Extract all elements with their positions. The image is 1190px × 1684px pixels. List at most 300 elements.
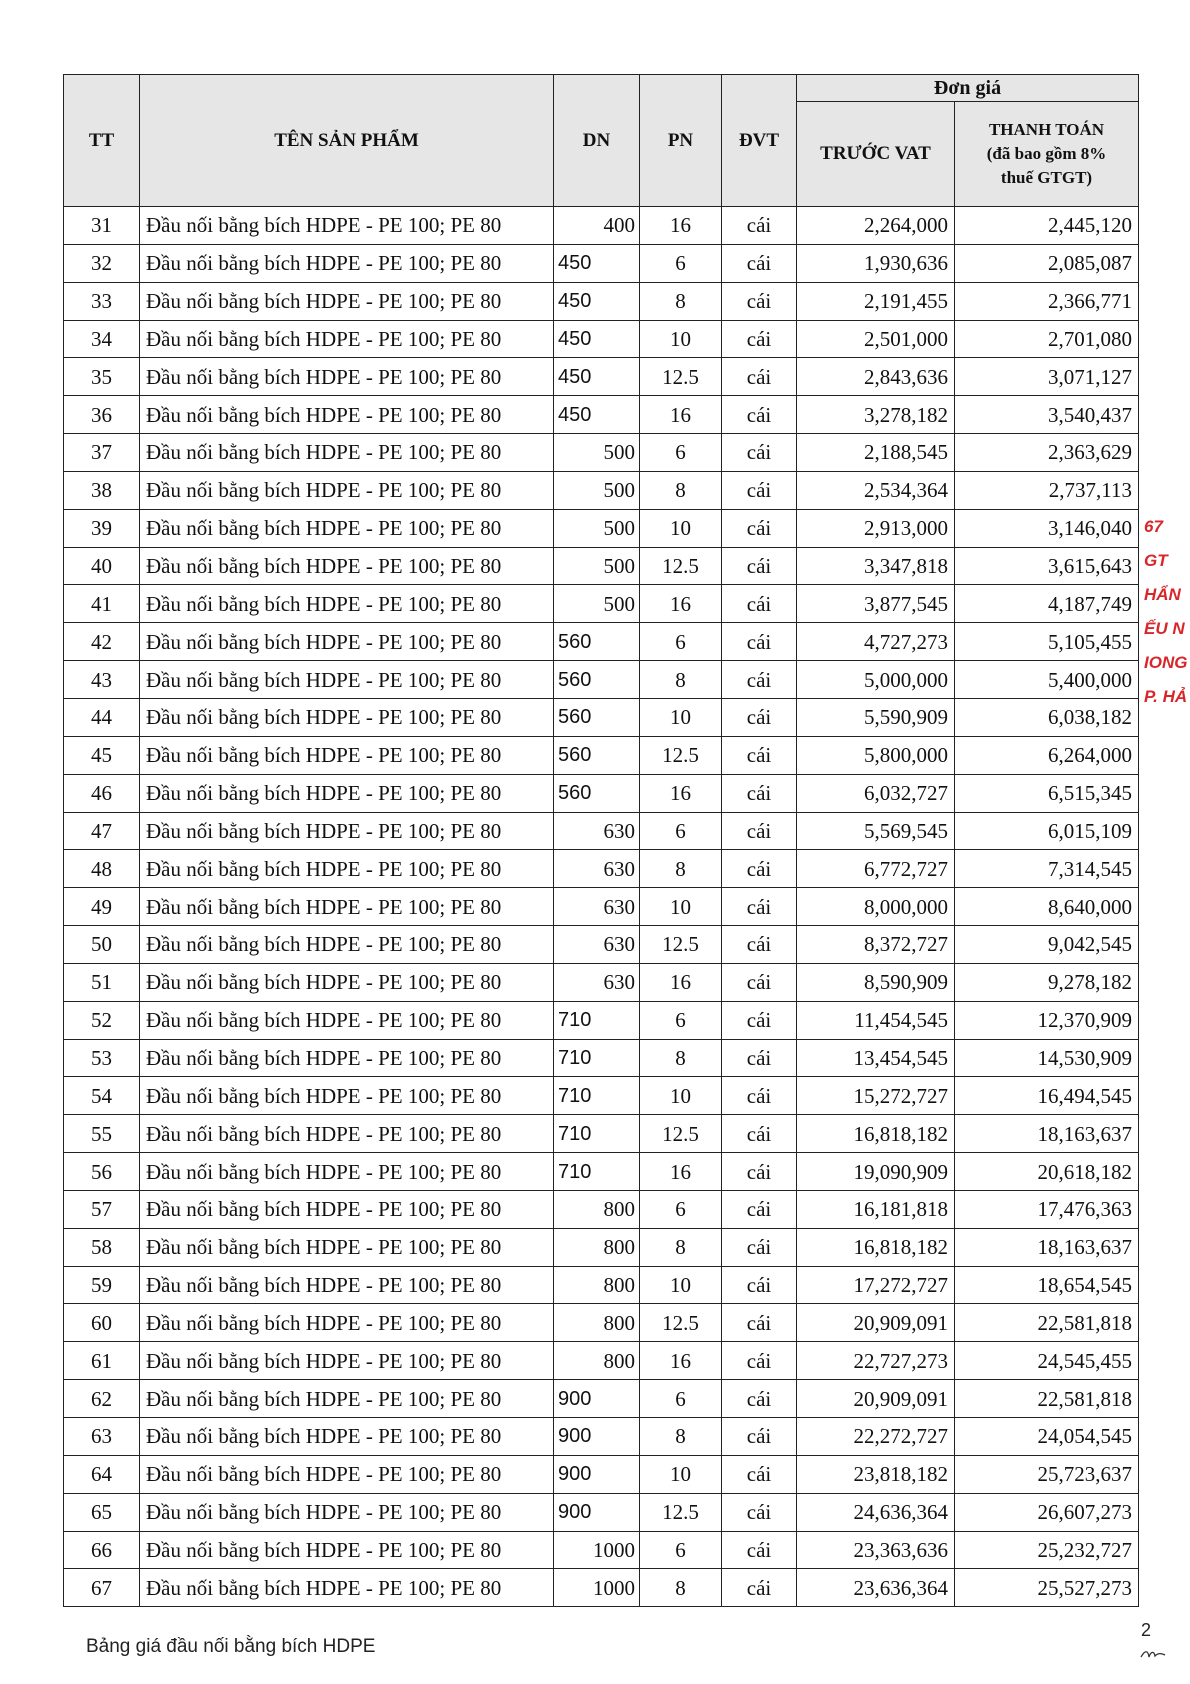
cell-pn: 12.5 <box>640 547 722 585</box>
cell-product-name: Đầu nối bằng bích HDPE - PE 100; PE 80 <box>140 358 554 396</box>
cell-dvt: cái <box>722 396 797 434</box>
cell-product-name: Đầu nối bằng bích HDPE - PE 100; PE 80 <box>140 585 554 623</box>
cell-dvt: cái <box>722 1153 797 1191</box>
cell-pn: 6 <box>640 1001 722 1039</box>
cell-dn: 900 <box>554 1380 640 1418</box>
cell-product-name: Đầu nối bằng bích HDPE - PE 100; PE 80 <box>140 1153 554 1191</box>
cell-pn: 16 <box>640 1342 722 1380</box>
table-row <box>64 1418 1139 1456</box>
cell-dvt: cái <box>722 888 797 926</box>
cell-dvt: cái <box>722 1077 797 1115</box>
cell-price-total: 5,105,455 <box>955 623 1139 661</box>
cell-dvt: cái <box>722 282 797 320</box>
cell-price-total: 2,366,771 <box>955 282 1139 320</box>
cell-product-name: Đầu nối bằng bích HDPE - PE 100; PE 80 <box>140 850 554 888</box>
cell-price-before-vat: 5,800,000 <box>797 736 955 774</box>
header-total-line-1: THANH TOÁN <box>988 120 1105 139</box>
cell-pn: 8 <box>640 1039 722 1077</box>
cell-tt: 43 <box>64 661 140 699</box>
table-row <box>64 1077 1139 1115</box>
cell-dn: 800 <box>554 1190 640 1228</box>
cell-tt: 55 <box>64 1115 140 1153</box>
cell-dn: 800 <box>554 1304 640 1342</box>
cell-tt: 66 <box>64 1531 140 1569</box>
cell-product-name: Đầu nối bằng bích HDPE - PE 100; PE 80 <box>140 471 554 509</box>
stamp-text-fragment: IONG <box>1144 653 1188 672</box>
table-row <box>64 1455 1139 1493</box>
red-stamp-fragment <box>1144 510 1190 725</box>
table-row <box>64 736 1139 774</box>
cell-product-name: Đầu nối bằng bích HDPE - PE 100; PE 80 <box>140 1190 554 1228</box>
table-row <box>64 1190 1139 1228</box>
cell-dn: 560 <box>554 736 640 774</box>
cell-price-total: 6,264,000 <box>955 736 1139 774</box>
cell-dn: 560 <box>554 623 640 661</box>
cell-price-total: 2,363,629 <box>955 434 1139 472</box>
cell-dvt: cái <box>722 1266 797 1304</box>
table-row <box>64 1266 1139 1304</box>
table-row <box>64 396 1139 434</box>
cell-product-name: Đầu nối bằng bích HDPE - PE 100; PE 80 <box>140 244 554 282</box>
cell-tt: 67 <box>64 1569 140 1607</box>
cell-dvt: cái <box>722 1304 797 1342</box>
cell-price-total: 2,701,080 <box>955 320 1139 358</box>
table-row <box>64 585 1139 623</box>
cell-price-total: 3,540,437 <box>955 396 1139 434</box>
cell-dn: 1000 <box>554 1531 640 1569</box>
cell-tt: 35 <box>64 358 140 396</box>
cell-product-name: Đầu nối bằng bích HDPE - PE 100; PE 80 <box>140 1569 554 1607</box>
cell-tt: 50 <box>64 926 140 964</box>
cell-dn: 710 <box>554 1153 640 1191</box>
cell-tt: 47 <box>64 812 140 850</box>
cell-price-before-vat: 13,454,545 <box>797 1039 955 1077</box>
cell-tt: 40 <box>64 547 140 585</box>
page-number: 2 <box>1141 1620 1152 1640</box>
cell-product-name: Đầu nối bằng bích HDPE - PE 100; PE 80 <box>140 1455 554 1493</box>
cell-pn: 10 <box>640 698 722 736</box>
cell-price-before-vat: 23,636,364 <box>797 1569 955 1607</box>
cell-price-total: 6,038,182 <box>955 698 1139 736</box>
cell-price-total: 26,607,273 <box>955 1493 1139 1531</box>
cell-pn: 10 <box>640 1077 722 1115</box>
price-table <box>63 74 1139 1607</box>
header-total-line-2: (đã bao gồm 8% <box>986 144 1107 163</box>
cell-dvt: cái <box>722 244 797 282</box>
cell-tt: 33 <box>64 282 140 320</box>
cell-price-total: 5,400,000 <box>955 661 1139 699</box>
cell-dvt: cái <box>722 1228 797 1266</box>
cell-price-before-vat: 8,590,909 <box>797 963 955 1001</box>
cell-pn: 8 <box>640 1228 722 1266</box>
cell-tt: 62 <box>64 1380 140 1418</box>
cell-dvt: cái <box>722 1190 797 1228</box>
table-row <box>64 282 1139 320</box>
cell-dn: 630 <box>554 850 640 888</box>
cell-dvt: cái <box>722 1039 797 1077</box>
cell-dvt: cái <box>722 358 797 396</box>
cell-tt: 46 <box>64 774 140 812</box>
cell-dvt: cái <box>722 1531 797 1569</box>
cell-dn: 800 <box>554 1228 640 1266</box>
table-row <box>64 698 1139 736</box>
header-product-name: TÊN SẢN PHẨM <box>140 75 554 207</box>
cell-price-before-vat: 5,000,000 <box>797 661 955 699</box>
cell-pn: 10 <box>640 509 722 547</box>
cell-dvt: cái <box>722 812 797 850</box>
header-pn: PN <box>640 75 722 207</box>
cell-dn: 450 <box>554 282 640 320</box>
cell-dvt: cái <box>722 1115 797 1153</box>
cell-product-name: Đầu nối bằng bích HDPE - PE 100; PE 80 <box>140 509 554 547</box>
stamp-text-fragment: HẨN <box>1144 585 1181 604</box>
cell-price-total: 9,278,182 <box>955 963 1139 1001</box>
cell-price-before-vat: 3,347,818 <box>797 547 955 585</box>
stamp-text-fragment: ẾU N <box>1144 619 1185 638</box>
cell-tt: 63 <box>64 1418 140 1456</box>
cell-product-name: Đầu nối bằng bích HDPE - PE 100; PE 80 <box>140 1001 554 1039</box>
cell-dn: 500 <box>554 547 640 585</box>
cell-price-before-vat: 22,272,727 <box>797 1418 955 1456</box>
cell-dn: 630 <box>554 888 640 926</box>
cell-price-total: 3,071,127 <box>955 358 1139 396</box>
cell-dvt: cái <box>722 926 797 964</box>
cell-tt: 37 <box>64 434 140 472</box>
cell-product-name: Đầu nối bằng bích HDPE - PE 100; PE 80 <box>140 812 554 850</box>
cell-pn: 12.5 <box>640 1493 722 1531</box>
cell-dn: 800 <box>554 1266 640 1304</box>
table-row <box>64 1001 1139 1039</box>
cell-dn: 400 <box>554 207 640 245</box>
header-dn: DN <box>554 75 640 207</box>
cell-product-name: Đầu nối bằng bích HDPE - PE 100; PE 80 <box>140 1266 554 1304</box>
cell-dvt: cái <box>722 320 797 358</box>
cell-price-before-vat: 23,818,182 <box>797 1455 955 1493</box>
table-row <box>64 547 1139 585</box>
cell-dvt: cái <box>722 547 797 585</box>
table-row <box>64 434 1139 472</box>
header-before-vat: TRƯỚC VAT <box>797 102 955 207</box>
table-row <box>64 1493 1139 1531</box>
table-row <box>64 1380 1139 1418</box>
cell-pn: 12.5 <box>640 926 722 964</box>
cell-price-before-vat: 6,032,727 <box>797 774 955 812</box>
cell-dvt: cái <box>722 850 797 888</box>
cell-price-total: 2,445,120 <box>955 207 1139 245</box>
cell-price-total: 20,618,182 <box>955 1153 1139 1191</box>
table-row <box>64 926 1139 964</box>
cell-dvt: cái <box>722 1569 797 1607</box>
cell-price-total: 3,146,040 <box>955 509 1139 547</box>
table-row <box>64 358 1139 396</box>
table-row <box>64 850 1139 888</box>
cell-price-before-vat: 23,363,636 <box>797 1531 955 1569</box>
cell-product-name: Đầu nối bằng bích HDPE - PE 100; PE 80 <box>140 1115 554 1153</box>
cell-pn: 6 <box>640 434 722 472</box>
cell-tt: 41 <box>64 585 140 623</box>
cell-dvt: cái <box>722 661 797 699</box>
cell-pn: 8 <box>640 1569 722 1607</box>
cell-pn: 6 <box>640 1190 722 1228</box>
cell-dn: 710 <box>554 1001 640 1039</box>
cell-tt: 52 <box>64 1001 140 1039</box>
cell-price-before-vat: 16,818,182 <box>797 1115 955 1153</box>
cell-pn: 12.5 <box>640 1115 722 1153</box>
cell-product-name: Đầu nối bằng bích HDPE - PE 100; PE 80 <box>140 1531 554 1569</box>
cell-product-name: Đầu nối bằng bích HDPE - PE 100; PE 80 <box>140 1077 554 1115</box>
handwritten-initials <box>1140 1648 1166 1660</box>
cell-product-name: Đầu nối bằng bích HDPE - PE 100; PE 80 <box>140 736 554 774</box>
cell-pn: 8 <box>640 850 722 888</box>
cell-dvt: cái <box>722 1342 797 1380</box>
table-row <box>64 509 1139 547</box>
cell-price-before-vat: 2,188,545 <box>797 434 955 472</box>
cell-price-total: 12,370,909 <box>955 1001 1139 1039</box>
table-row <box>64 471 1139 509</box>
cell-price-total: 6,015,109 <box>955 812 1139 850</box>
cell-price-before-vat: 6,772,727 <box>797 850 955 888</box>
cell-price-total: 25,232,727 <box>955 1531 1139 1569</box>
cell-price-before-vat: 2,191,455 <box>797 282 955 320</box>
cell-pn: 6 <box>640 1531 722 1569</box>
cell-price-total: 22,581,818 <box>955 1380 1139 1418</box>
cell-price-before-vat: 8,372,727 <box>797 926 955 964</box>
cell-product-name: Đầu nối bằng bích HDPE - PE 100; PE 80 <box>140 1228 554 1266</box>
table-row <box>64 888 1139 926</box>
cell-price-total: 6,515,345 <box>955 774 1139 812</box>
cell-dn: 450 <box>554 320 640 358</box>
stamp-text-fragment: 67 <box>1144 517 1163 536</box>
cell-product-name: Đầu nối bằng bích HDPE - PE 100; PE 80 <box>140 661 554 699</box>
cell-price-before-vat: 17,272,727 <box>797 1266 955 1304</box>
cell-pn: 16 <box>640 207 722 245</box>
cell-dn: 560 <box>554 698 640 736</box>
cell-price-before-vat: 3,278,182 <box>797 396 955 434</box>
cell-dn: 500 <box>554 585 640 623</box>
cell-price-before-vat: 2,913,000 <box>797 509 955 547</box>
cell-product-name: Đầu nối bằng bích HDPE - PE 100; PE 80 <box>140 1342 554 1380</box>
cell-product-name: Đầu nối bằng bích HDPE - PE 100; PE 80 <box>140 1304 554 1342</box>
table-row <box>64 1115 1139 1153</box>
header-dvt: ĐVT <box>722 75 797 207</box>
cell-product-name: Đầu nối bằng bích HDPE - PE 100; PE 80 <box>140 396 554 434</box>
cell-price-before-vat: 2,534,364 <box>797 471 955 509</box>
cell-pn: 16 <box>640 396 722 434</box>
cell-price-before-vat: 5,590,909 <box>797 698 955 736</box>
cell-tt: 61 <box>64 1342 140 1380</box>
cell-price-total: 14,530,909 <box>955 1039 1139 1077</box>
cell-dn: 500 <box>554 471 640 509</box>
cell-dvt: cái <box>722 585 797 623</box>
table-row <box>64 1153 1139 1191</box>
cell-price-before-vat: 20,909,091 <box>797 1304 955 1342</box>
cell-dn: 560 <box>554 661 640 699</box>
cell-price-total: 2,737,113 <box>955 471 1139 509</box>
cell-price-total: 16,494,545 <box>955 1077 1139 1115</box>
cell-price-total: 24,054,545 <box>955 1418 1139 1456</box>
table-row <box>64 774 1139 812</box>
table-row <box>64 1304 1139 1342</box>
cell-dvt: cái <box>722 963 797 1001</box>
cell-dn: 710 <box>554 1115 640 1153</box>
cell-dn: 450 <box>554 396 640 434</box>
table-row <box>64 1569 1139 1607</box>
cell-dn: 710 <box>554 1077 640 1115</box>
cell-product-name: Đầu nối bằng bích HDPE - PE 100; PE 80 <box>140 320 554 358</box>
cell-price-before-vat: 2,843,636 <box>797 358 955 396</box>
cell-pn: 8 <box>640 282 722 320</box>
cell-product-name: Đầu nối bằng bích HDPE - PE 100; PE 80 <box>140 963 554 1001</box>
cell-price-total: 18,163,637 <box>955 1115 1139 1153</box>
cell-dvt: cái <box>722 434 797 472</box>
cell-product-name: Đầu nối bằng bích HDPE - PE 100; PE 80 <box>140 623 554 661</box>
cell-dn: 500 <box>554 509 640 547</box>
cell-pn: 6 <box>640 812 722 850</box>
cell-price-before-vat: 2,501,000 <box>797 320 955 358</box>
cell-dn: 500 <box>554 434 640 472</box>
cell-price-total: 4,187,749 <box>955 585 1139 623</box>
cell-tt: 58 <box>64 1228 140 1266</box>
cell-tt: 59 <box>64 1266 140 1304</box>
cell-price-before-vat: 16,181,818 <box>797 1190 955 1228</box>
cell-dn: 710 <box>554 1039 640 1077</box>
cell-tt: 34 <box>64 320 140 358</box>
cell-price-before-vat: 20,909,091 <box>797 1380 955 1418</box>
cell-pn: 8 <box>640 1418 722 1456</box>
cell-tt: 53 <box>64 1039 140 1077</box>
table-body <box>64 207 1139 1607</box>
cell-dvt: cái <box>722 1418 797 1456</box>
cell-price-total: 17,476,363 <box>955 1190 1139 1228</box>
cell-price-before-vat: 5,569,545 <box>797 812 955 850</box>
cell-dvt: cái <box>722 207 797 245</box>
cell-dvt: cái <box>722 1001 797 1039</box>
cell-product-name: Đầu nối bằng bích HDPE - PE 100; PE 80 <box>140 774 554 812</box>
cell-tt: 54 <box>64 1077 140 1115</box>
cell-dvt: cái <box>722 698 797 736</box>
cell-dn: 630 <box>554 963 640 1001</box>
header-unit-price: Đơn giá <box>797 75 1139 102</box>
stamp-text-fragment: GT <box>1144 551 1168 570</box>
cell-price-total: 22,581,818 <box>955 1304 1139 1342</box>
cell-product-name: Đầu nối bằng bích HDPE - PE 100; PE 80 <box>140 282 554 320</box>
price-table-container <box>63 74 1138 1607</box>
cell-pn: 12.5 <box>640 736 722 774</box>
cell-product-name: Đầu nối bằng bích HDPE - PE 100; PE 80 <box>140 1493 554 1531</box>
cell-dn: 450 <box>554 244 640 282</box>
cell-dvt: cái <box>722 1493 797 1531</box>
cell-price-total: 25,723,637 <box>955 1455 1139 1493</box>
cell-dvt: cái <box>722 623 797 661</box>
cell-price-total: 3,615,643 <box>955 547 1139 585</box>
cell-tt: 48 <box>64 850 140 888</box>
table-row <box>64 623 1139 661</box>
cell-product-name: Đầu nối bằng bích HDPE - PE 100; PE 80 <box>140 1380 554 1418</box>
cell-dvt: cái <box>722 774 797 812</box>
cell-pn: 6 <box>640 244 722 282</box>
cell-product-name: Đầu nối bằng bích HDPE - PE 100; PE 80 <box>140 926 554 964</box>
cell-tt: 60 <box>64 1304 140 1342</box>
cell-price-before-vat: 2,264,000 <box>797 207 955 245</box>
cell-dn: 450 <box>554 358 640 396</box>
table-header <box>64 75 1139 207</box>
table-row <box>64 661 1139 699</box>
cell-price-total: 2,085,087 <box>955 244 1139 282</box>
cell-pn: 8 <box>640 471 722 509</box>
cell-tt: 39 <box>64 509 140 547</box>
cell-tt: 49 <box>64 888 140 926</box>
cell-price-total: 9,042,545 <box>955 926 1139 964</box>
cell-pn: 8 <box>640 661 722 699</box>
cell-dvt: cái <box>722 509 797 547</box>
cell-pn: 10 <box>640 888 722 926</box>
cell-pn: 10 <box>640 1455 722 1493</box>
cell-tt: 64 <box>64 1455 140 1493</box>
cell-tt: 45 <box>64 736 140 774</box>
cell-dvt: cái <box>722 1455 797 1493</box>
table-row <box>64 1531 1139 1569</box>
cell-pn: 16 <box>640 963 722 1001</box>
cell-dn: 1000 <box>554 1569 640 1607</box>
table-row <box>64 207 1139 245</box>
cell-pn: 16 <box>640 774 722 812</box>
cell-price-before-vat: 1,930,636 <box>797 244 955 282</box>
stamp-text-fragment: P. HẢ <box>1144 687 1188 706</box>
table-row <box>64 244 1139 282</box>
cell-price-before-vat: 16,818,182 <box>797 1228 955 1266</box>
table-row <box>64 1342 1139 1380</box>
cell-tt: 38 <box>64 471 140 509</box>
cell-tt: 56 <box>64 1153 140 1191</box>
cell-dvt: cái <box>722 736 797 774</box>
cell-tt: 51 <box>64 963 140 1001</box>
cell-price-before-vat: 3,877,545 <box>797 585 955 623</box>
cell-dvt: cái <box>722 1380 797 1418</box>
cell-dn: 800 <box>554 1342 640 1380</box>
cell-pn: 6 <box>640 623 722 661</box>
cell-tt: 42 <box>64 623 140 661</box>
cell-price-total: 18,654,545 <box>955 1266 1139 1304</box>
cell-tt: 65 <box>64 1493 140 1531</box>
table-row <box>64 1228 1139 1266</box>
cell-price-total: 24,545,455 <box>955 1342 1139 1380</box>
cell-tt: 32 <box>64 244 140 282</box>
cell-product-name: Đầu nối bằng bích HDPE - PE 100; PE 80 <box>140 698 554 736</box>
cell-dn: 560 <box>554 774 640 812</box>
header-total-line-3: thuế GTGT) <box>1000 168 1093 187</box>
cell-price-before-vat: 24,636,364 <box>797 1493 955 1531</box>
cell-pn: 10 <box>640 1266 722 1304</box>
cell-pn: 16 <box>640 1153 722 1191</box>
cell-pn: 12.5 <box>640 358 722 396</box>
cell-dn: 900 <box>554 1493 640 1531</box>
cell-price-before-vat: 8,000,000 <box>797 888 955 926</box>
cell-price-before-vat: 22,727,273 <box>797 1342 955 1380</box>
cell-product-name: Đầu nối bằng bích HDPE - PE 100; PE 80 <box>140 888 554 926</box>
cell-price-total: 7,314,545 <box>955 850 1139 888</box>
cell-price-total: 18,163,637 <box>955 1228 1139 1266</box>
cell-tt: 57 <box>64 1190 140 1228</box>
cell-dn: 900 <box>554 1455 640 1493</box>
cell-dn: 630 <box>554 812 640 850</box>
cell-tt: 31 <box>64 207 140 245</box>
table-row <box>64 812 1139 850</box>
cell-pn: 6 <box>640 1380 722 1418</box>
cell-price-before-vat: 4,727,273 <box>797 623 955 661</box>
table-row <box>64 963 1139 1001</box>
cell-product-name: Đầu nối bằng bích HDPE - PE 100; PE 80 <box>140 1039 554 1077</box>
header-total-payment <box>955 102 1139 207</box>
